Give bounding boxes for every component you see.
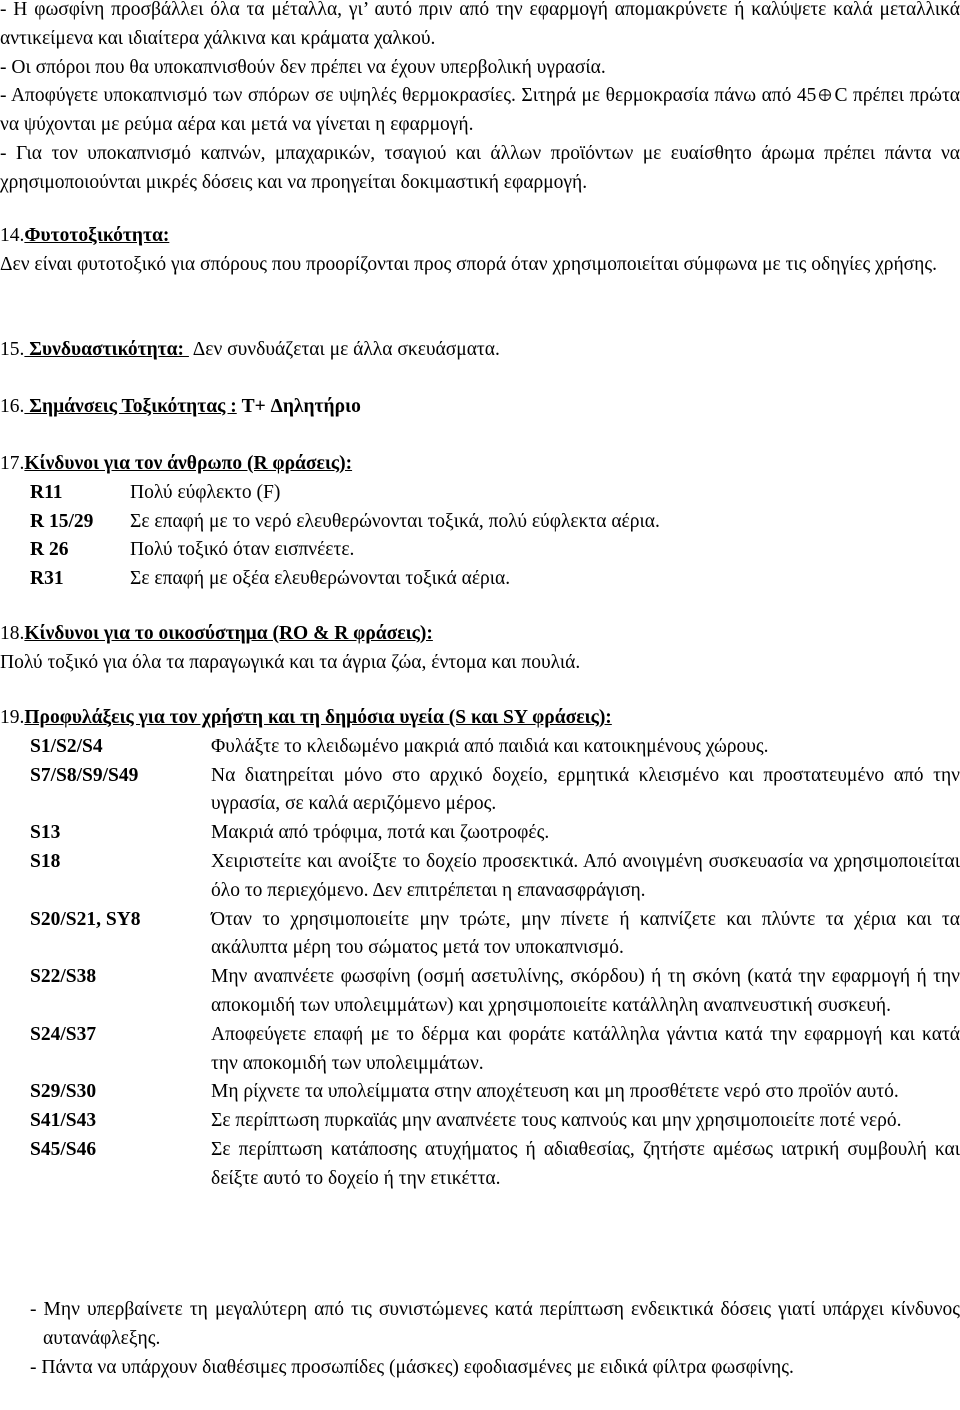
s-phrase-row (0, 848, 960, 906)
s-phrase-code: S20/S21, SY8 (30, 908, 141, 930)
s-phrase-text: Φυλάξτε το κλειδωμένο μακριά από παιδιά και κατοικημένους χώρους. (211, 735, 769, 757)
section-14-heading (0, 222, 960, 251)
footer-note-masks: - Πάντα να υπάρχουν διαθέσιμες προσωπίδες (μάσκες) εφοδιασμένες με ειδικά φίλτρα φωσφίνης. (30, 1356, 794, 1378)
section-16-text: T+ Δηλητήριο (236, 396, 361, 417)
s-phrase-text: Μην αναπνέετε φωσφίνη (οσμή ασετυλίνης, σκόρδου) ή τη σκόνη (κατά την εφαρμογή ή την αποκομιδή των υπολειμμάτων) και χρησιμοποιείτε κατάλληλη αναπνευστική συσκευή. (211, 966, 960, 1016)
s-phrase-code: S29/S30 (30, 1081, 97, 1103)
section-16-line (0, 393, 960, 422)
section-15-compatibility (0, 336, 960, 365)
section-14-title: Φυτοτοξικότητα: (24, 225, 170, 246)
r-phrase-text: Σε επαφή με το νερό ελευθερώνονται τοξικά, πολύ εύφλεκτα αέρια. (130, 510, 660, 532)
s-phrase-code: S45/S46 (30, 1138, 97, 1160)
intro-paragraph-temperature (0, 82, 960, 140)
s-phrase-code: S18 (30, 850, 61, 872)
section-18-number: 18. (0, 623, 25, 644)
s-phrase-text: Μακριά από τρόφιμα, ποτά και ζωοτροφές. (211, 822, 550, 844)
s-phrase-row (0, 906, 960, 964)
s-phrase-row (0, 1107, 960, 1136)
footer-note-dose: - Μην υπερβαίνετε τη μεγαλύτερη από τις συνιστώμενες κατά περίπτωση ενδεικτικά δόσεις γιατί υπάρχει κίνδυνος αυτανάφλεξης. (30, 1299, 960, 1349)
s-phrase-row (0, 762, 960, 820)
r-phrase-text: Πολύ τοξικό όταν εισπνέετε. (130, 539, 355, 561)
section-16-number: 16. (0, 396, 25, 417)
s-phrase-code: S41/S43 (30, 1110, 97, 1132)
r-phrase-row (0, 536, 960, 565)
section-17-title: Κίνδυνοι για τον άνθρωπο (R φράσεις): (24, 453, 353, 474)
intro-section (0, 0, 960, 198)
r-phrase-text: Σε επαφή με οξέα ελευθερώνονται τοξικά αέρια. (130, 568, 511, 590)
r-phrase-row (0, 565, 960, 594)
section-17-human-risks (0, 450, 960, 594)
degree-symbol-icon (818, 88, 832, 102)
section-19-number: 19. (0, 707, 25, 728)
r-phrase-code: R 15/29 (30, 510, 94, 532)
section-17-number: 17. (0, 453, 25, 474)
s-phrase-text: Να διατηρείται μόνο στο αρχικό δοχείο, ερμητικά κλεισμένο και προστατευμένο από την υγρασία, σε καλά αεριζόμενο μέρος. (211, 764, 960, 815)
intro-paragraph-moisture: - Οι σπόροι που θα υποκαπνισθούν δεν πρέπει να έχουν υπερβολική υγρασία. (0, 56, 606, 78)
s-phrase-row (0, 1078, 960, 1107)
s-phrase-code: S24/S37 (30, 1023, 97, 1045)
section-19-user-precautions (0, 704, 960, 1194)
section-18-text: Πολύ τοξικό για όλα τα παραγωγικά και τα άγρια ζώα, έντομα και πουλιά. (0, 651, 581, 673)
s-phrase-row (0, 733, 960, 762)
s-phrase-row (0, 963, 960, 1021)
r-phrase-row (0, 508, 960, 537)
section-19-title: Προφυλάξεις για τον χρήστη και τη δημόσια υγεία (S και SY φράσεις): (24, 707, 612, 728)
intro-paragraph-aroma: - Για τον υποκαπνισμό καπνών, μπαχαρικών, τσαγιού και άλλων προϊόντων με ευαίσθητο άρωμα πρέπει πάντα να χρησιμοποιούνται μικρές δόσεις και να προηγείται δοκιμαστική εφαρμογή. (0, 142, 960, 193)
s-phrase-text: Σε περίπτωση κατάποσης ατυχήματος ή αδιαθεσίας, ζητήστε αμέσως ιατρική συμβουλή και δείξτε αυτό το δοχείο ή την ετικέττα. (211, 1138, 960, 1189)
r-phrase-text: Πολύ εύφλεκτο (F) (130, 481, 281, 503)
section-15-number: 15. (0, 339, 25, 360)
intro-temperature-text-a: - Αποφύγετε υποκαπνισμό των σπόρων σε υψηλές θερμοκρασίες. Σιτηρά με θερμοκρασία πάνω από 45 (0, 85, 817, 107)
section-18-heading (0, 620, 960, 649)
intro-temperature-text-b: C πρέπει πρώτα να ψύχονται με ρεύμα αέρα και μετά να γίνεται η εφαρμογή. (0, 85, 960, 136)
s-phrase-row (0, 819, 960, 848)
section-18-title: Κίνδυνοι για το οικοσύστημα (RO & R φράσεις): (24, 623, 433, 644)
s-phrase-text: Αποφεύγετε επαφή με το δέρμα και φοράτε κατάλληλα γάντια κατά την εφαρμογή και κατά την αποκομιδή των υπολειμμάτων. (211, 1023, 960, 1074)
r-phrase-code: R11 (30, 481, 63, 503)
section-14-text: Δεν είναι φυτοτοξικό για σπόρους που προορίζονται προς σπορά όταν χρησιμοποιείται σύμφωνα με τις οδηγίες χρήσης. (0, 253, 937, 275)
s-phrase-text: Σε περίπτωση πυρκαϊάς μην αναπνέετε τους καπνούς και μην χρησιμοποιείτε ποτέ νερό. (211, 1110, 902, 1132)
s-phrase-code: S22/S38 (30, 966, 97, 988)
section-16-toxicity-labels (0, 393, 960, 422)
section-17-heading (0, 450, 960, 479)
section-14-number: 14. (0, 225, 25, 246)
section-18-ecosystem-risks (0, 620, 960, 678)
s-phrase-row (0, 1021, 960, 1079)
section-16-title: Σημάνσεις Τοξικότητας : (24, 396, 237, 417)
r-phrase-code: R 26 (30, 539, 69, 561)
section-14-phytotoxicity (0, 222, 960, 280)
s-phrase-text: Όταν το χρησιμοποιείτε μην τρώτε, μην πίνετε ή καπνίζετε και πλύντε τα χέρια και τα ακάλυπτα μέρη του σώματος μετά τον υποκαπνισμό. (211, 908, 960, 959)
s-phrase-row (0, 1136, 960, 1194)
r-phrase-code: R31 (30, 568, 64, 590)
section-15-line (0, 336, 960, 365)
s-phrase-text: Χειριστείτε και ανοίξτε το δοχείο προσεκτικά. Από ανοιγμένη συσκευασία να χρησιμοποιείται όλο το περιεχόμενο. Δεν επιτρέπεται η επανασφράγιση. (211, 850, 960, 901)
section-15-title: Συνδυαστικότητα: (24, 339, 189, 360)
s-phrase-code: S7/S8/S9/S49 (30, 764, 139, 786)
r-phrase-row (0, 479, 960, 508)
footer-notes (30, 1296, 960, 1382)
s-phrase-text: Μη ρίχνετε τα υπολείμματα στην αποχέτευση και μη προσθέτετε νερό στο προϊόν αυτό. (211, 1081, 899, 1103)
section-19-heading (0, 704, 960, 733)
s-phrase-code: S1/S2/S4 (30, 735, 103, 757)
s-phrase-code: S13 (30, 822, 61, 844)
section-15-text: Δεν συνδυάζεται με άλλα σκευάσματα. (188, 339, 500, 360)
intro-paragraph-metals: - Η φωσφίνη προσβάλλει όλα τα μέταλλα, γι’ αυτό πριν από την εφαρμογή απομακρύνετε ή καλύψετε καλά μεταλλικά αντικείμενα και ιδιαίτερα χάλκινα και κράματα χαλκού. (0, 0, 960, 49)
